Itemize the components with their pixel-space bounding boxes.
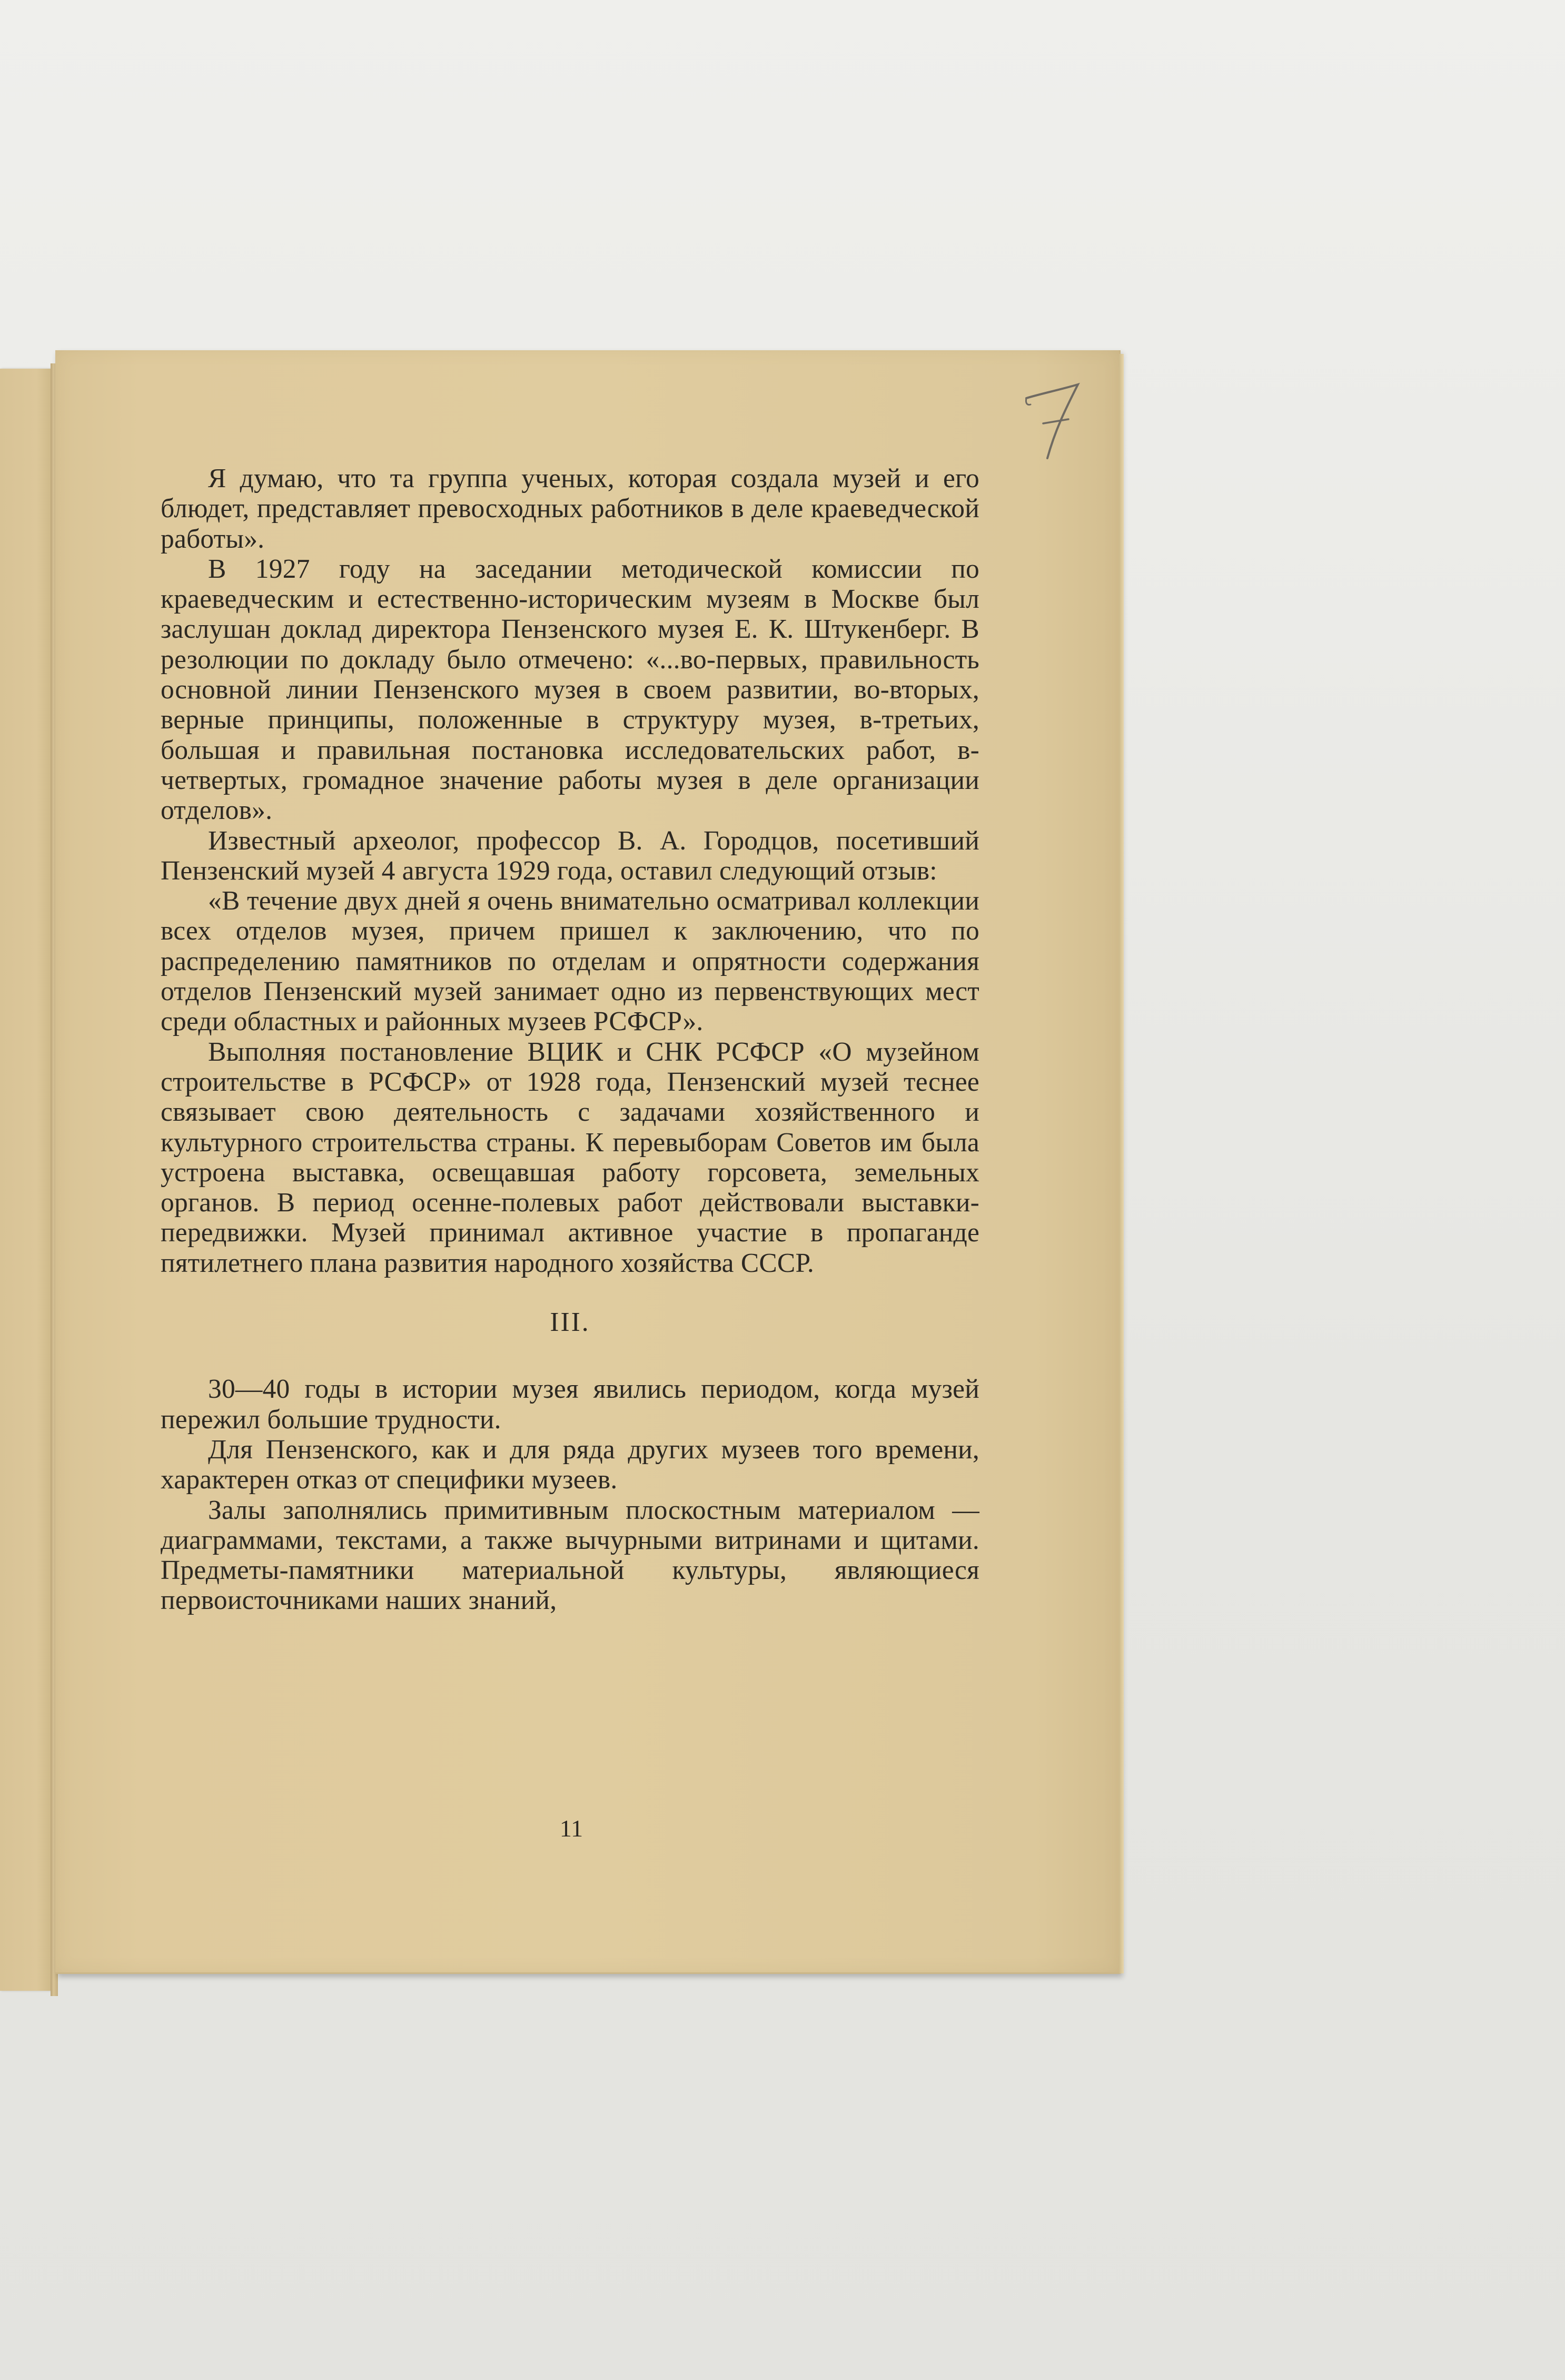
paragraph: Известный археолог, профессор В. А. Городцов, посетивший Пензенский музей 4 августа 1929 года, оставил следующий отзыв: [161, 825, 979, 886]
paragraph: Я думаю, что та группа ученых, которая создала музей и его блюдет, представляет превосходных работников в деле краеведческой работы». [161, 463, 979, 554]
quote-paragraph: «В течение двух дней я очень внимательно осматривал коллекции всех отделов музея, причем пришел к заключению, что по распределению памятников по отделам и опрятности содержания отделов Пензенский музей занимает одно из первенствующих мест среди областных и районных музеев РСФСР». [161, 886, 979, 1037]
section-heading: III. [550, 1307, 590, 1338]
handwritten-page-number [1019, 369, 1087, 469]
paragraph: Для Пензенского, как и для ряда других музеев того времени, характерен отказ от специфики музеев. [161, 1434, 979, 1495]
paragraph: Выполняя постановление ВЦИК и СНК РСФСР «О музейном строительстве в РСФСР» от 1928 года, Пензенский музей теснее связывает свою деятельность с задачами хозяйственного и культурного строительства страны. К перевыборам Советов им была устроена выставка, освещавшая работу горсовета, земельных органов. В период осенне-полевых работ действовали выставки-передвижки. Музей принимал активное участие в пропаганде пятилетнего плана развития народного хозяйства СССР. [161, 1036, 979, 1278]
page-edge [1119, 354, 1124, 1973]
body-text [161, 463, 979, 1616]
page-number: 11 [559, 1815, 583, 1842]
paragraph: Залы заполнялись примитивным плоскостным материалом — диаграммами, текстами, а также вычурными витринами и щитами. Предметы-памятники материальной культуры, являющиеся первоисточниками наших знаний, [161, 1495, 979, 1616]
paragraph: 30—40 годы в истории музея явились периодом, когда музей пережил большие трудности. [161, 1374, 979, 1435]
facing-page [0, 369, 53, 1991]
paragraph: В 1927 году на заседании методической комиссии по краеведческим и естественно-историческим музеям в Москве был заслушан доклад директора Пензенского музея Е. К. Штукенберг. В резолюции по докладу было отмечено: «...во-первых, правильность основной линии Пензенского музея в своем развитии, во-вторых, верные принципы, положенные в структуру музея, в-третьих, большая и правильная постановка исследовательских работ, в-четвертых, громадное значение работы музея в деле организации отделов». [161, 554, 979, 826]
